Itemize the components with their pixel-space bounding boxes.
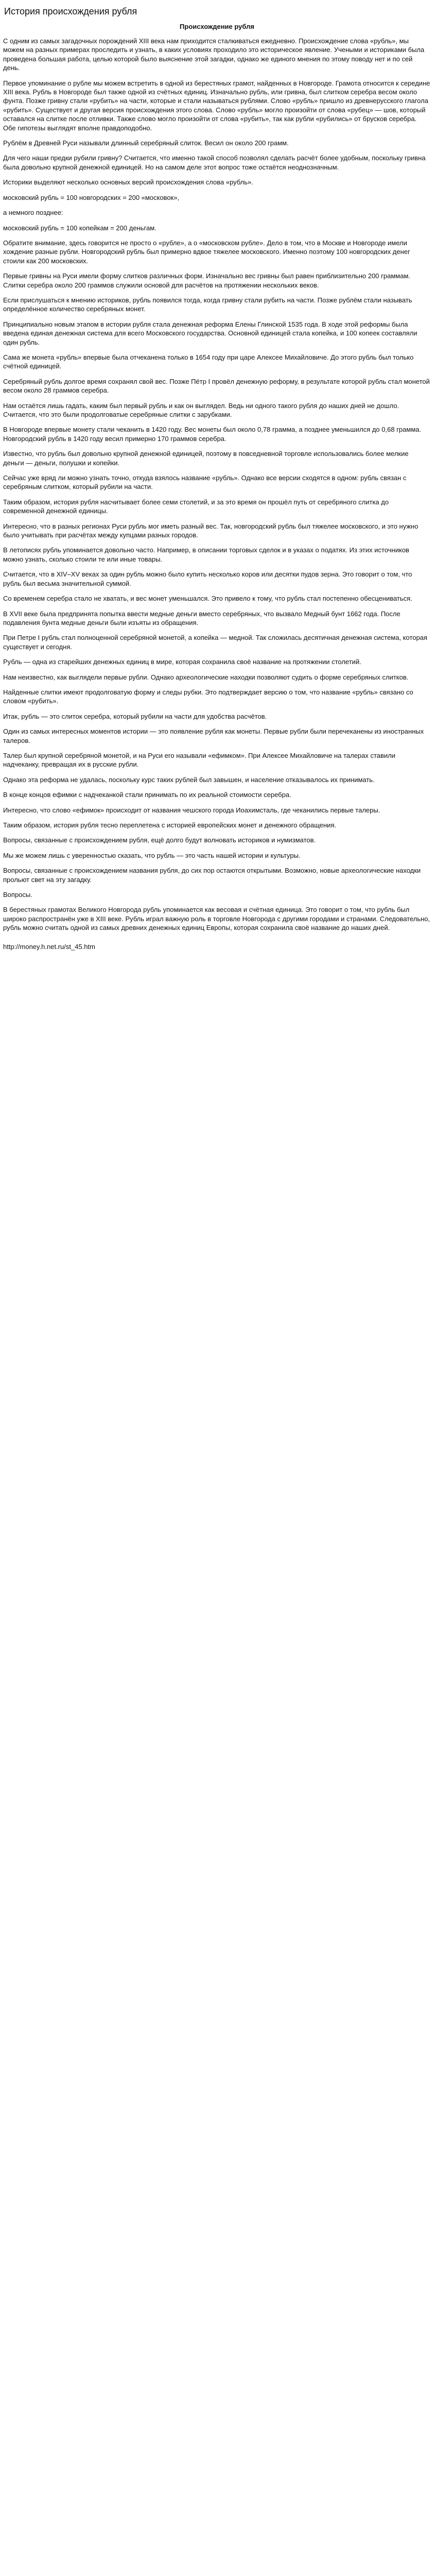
paragraph: Итак, рубль — это слиток серебра, который рубили на части для удобства расчётов. [3, 712, 267, 720]
paragraph: Мы же можем лишь с уверенностью сказать, что рубль — это часть нашей истории и культуры. [3, 851, 301, 859]
paragraph: В берестяных грамотах Великого Новгорода рубль упоминается как весовая и счётная единица. Это говорит о том, что рубль был широко распространён уже в XIII веке. Рубль играл важную роль в торговле Новгорода с другими городами и странами. Следовательно, рубль можно считать одной из самых древних денежных единиц Европы, которая сохранила своё название до наших дней. [3, 906, 430, 932]
paragraph: Со временем серебра стало не хватать, и вес монет уменьшался. Это привело к тому, что рубль стал постепенно обесцениваться. [3, 595, 412, 603]
paragraph: Однако эта реформа не удалась, поскольку курс таких рублей был завышен, и население отказывалось их принимать. [3, 775, 375, 784]
paragraph: Историки выделяют несколько основных версий происхождения слова «рубль». [3, 178, 253, 187]
paragraph: Один из самых интересных моментов истории — это появление рубля как монеты. Первые рубли были перечеканены из иностранных талеров. [3, 727, 424, 744]
paragraph: В летописях рубль упоминается довольно часто. Например, в описании торговых сделок и в указах о податях. Из этих источников можно узнать, сколько стоили те или иные товары. [3, 546, 409, 563]
paragraph: Известно, что рубль был довольно крупной денежной единицей, поэтому в повседневной торговле использовались более мелкие деньги — деньги, полушки и копейки. [3, 450, 409, 467]
paragraph: В конце концов ефимки с надчеканкой стали принимать по их реальной стоимости серебра. [3, 791, 291, 799]
paragraph: Сейчас уже вряд ли можно узнать точно, откуда взялось название «рубль». Однако все версии сходятся в одном: рубль связан с серебряным слитком, который рубили на части. [3, 474, 407, 491]
paragraph: Для чего наши предки рубили гривну? Считается, что именно такой способ позволял сделать расчёт более удобным, поскольку гривна была довольно крупной денежной единицей. Но на самом деле этот вопрос тоже остаётся неоднозначным. [3, 154, 426, 171]
paragraph: В XVII веке была предпринята попытка ввести медные деньги вместо серебряных, что вызвало Медный бунт 1662 года. После подавления бунта медные деньги были изъяты из обращения. [3, 609, 400, 626]
paragraph: Интересно, что слово «ефимок» происходит от названия чешского города Иоахимсталь, где чеканились первые талеры. [3, 806, 380, 814]
paragraph: Рубль — одна из старейших денежных единиц в мире, которая сохранила своё название на протяжении столетий. [3, 658, 361, 666]
paragraph: При Петре I рубль стал полноценной серебряной монетой, а копейка — медной. Так сложилась десятичная денежная система, которая существует и сегодня. [3, 634, 428, 651]
paragraph: Таким образом, история рубля насчитывает более семи столетий, и за это время он прошёл путь от серебряного слитка до современной денежной единицы. [3, 498, 389, 515]
paragraph: Нам неизвестно, как выглядели первые рубли. Однако археологические находки позволяют судить о форме серебряных слитков. [3, 673, 409, 681]
paragraph: Таким образом, история рубля тесно переплетена с историей европейских монет и денежного обращения. [3, 821, 337, 829]
paragraph: Первые гривны на Руси имели форму слитков различных форм. Изначально вес гривны был равен приблизительно 200 граммам. Слитки серебра около 200 граммов служили основой для расчётов на протяжении нескольких веков. [3, 272, 411, 289]
paragraph: В Новгороде впервые монету стали чеканить в 1420 году. Вес монеты был около 0,78 грамма, а позднее уменьшился до 0,68 грамма. Новгородский рубль в 1420 году весил примерно 170 граммов серебра. [3, 426, 422, 443]
paragraph: Сама же монета «рубль» впервые была отчеканена только в 1654 году при царе Алексее Михайловиче. До этого рубль был только счётной единицей. [3, 353, 414, 370]
paragraph: Принципиально новым этапом в истории рубля стала денежная реформа Елены Глинской 1535 года. В ходе этой реформы была введена единая денежная система для всего Московского государства. Основной единицей стала копейка, и 100 копеек составляли один рубль. [3, 320, 417, 346]
paragraph: Интересно, что в разных регионах Руси рубль мог иметь разный вес. Так, новгородский рубль был тяжелее московского, и это нужно было учитывать при расчётах между купцами разных городов. [3, 522, 418, 539]
paragraph: Если прислушаться к мнению историков, рубль появился тогда, когда гривну стали рубить на части. Позже рублём стали называть определённое количество серебряных монет. [3, 296, 412, 313]
source-link[interactable]: http://money.h.net.ru/st_45.htm [3, 942, 95, 951]
paragraph: Рублём в Древней Руси называли длинный серебряный слиток. Весил он около 200 грамм. [3, 139, 289, 147]
page [0, 0, 436, 966]
paragraph: Вопросы, связанные с происхождением рубля, ещё долго будут волновать историков и нумизматов. [3, 836, 316, 844]
paragraph: Нам остаётся лишь гадать, каким был первый рубль и как он выглядел. Ведь ни одного такого рубля до наших дней не дошло. Считается, что это были продолговатые серебряные слитки с зарубками. [3, 401, 399, 418]
paragraph: Первое упоминание о рубле мы можем встретить в одной из берестяных грамот, найденных в Новгороде. Грамота относится к середине XIII века. Рубль в Новгороде был также одной из счётных единиц. Изначально рубль, или гривна, был слитком серебра весом около фунта. Позже гривну стали «рубить» на части, которые и стали называться рублями. Слово «рубль» пришло из древнерусского глагола «рубить». Существует и другая версия происхождения этого слова. Слово «рубль» могло произойти от слова «рубец» — шов, который оставался на слитке после отливки. Также слово могло произойти от слова «рубить», так как рубли «рубились» от брусков серебра. Обе гипотезы выглядят вполне правдоподобно. [3, 79, 430, 132]
paragraph: Талер был крупной серебряной монетой, и на Руси его называли «ефимком». При Алексее Михайловиче на талерах ставили надчеканку, превращая их в русские рубли. [3, 751, 396, 769]
paragraph: а немного позднее: [3, 209, 63, 217]
paragraph: С одним из самых загадочных порождений XIII века нам приходится сталкиваться ежедневно. Происхождение слова «рубль», мы можем на разных примерах проследить и узнать, в каких условиях проходило это историческое явление. Учеными и историками была проведена большая работа, целью которой было выяснение этой загадки, однако же единого мнения по этому поводу нет и по сей день. [3, 37, 425, 72]
paragraph: Вопросы, связанные с происхождением названия рубля, до сих пор остаются открытыми. Возможно, новые археологические находки прольют свет на эту загадку. [3, 867, 421, 884]
paragraph: московский рубль = 100 новгородских = 200 «московок», [3, 193, 180, 201]
paragraph: Считается, что в XIV–XV веках за один рубль можно было купить несколько коров или десятки пудов зерна. Это говорит о том, что рубль был весьма значительной суммой. [3, 570, 412, 587]
page-title: История происхождения рубля [4, 6, 137, 16]
paragraph: Серебряный рубль долгое время сохранял свой вес. Позже Пётр I провёл денежную реформу, в результате которой рубль стал монетой весом около 28 граммов серебра. [3, 377, 430, 395]
paragraph: Обратите внимание, здесь говорится не просто о «рубле», а о «московском рубле». Дело в том, что в Москве и Новгороде имели хождение разные рубли. Новгородский рубль был примерно вдвое тяжелее московского. Именно поэтому 100 новгородских денег стоили как 200 московских. [3, 239, 410, 265]
article-subtitle: Происхождение рубля [180, 23, 254, 30]
article-body [3, 37, 431, 933]
paragraph: Найденные слитки имеют продолговатую форму и следы рубки. Это подтверждает версию о том, что название «рубль» связано со словом «рубить». [3, 688, 413, 705]
paragraph: московский рубль = 100 копейкам = 200 деньгам. [3, 224, 156, 232]
paragraph: Вопросы. [3, 891, 32, 899]
